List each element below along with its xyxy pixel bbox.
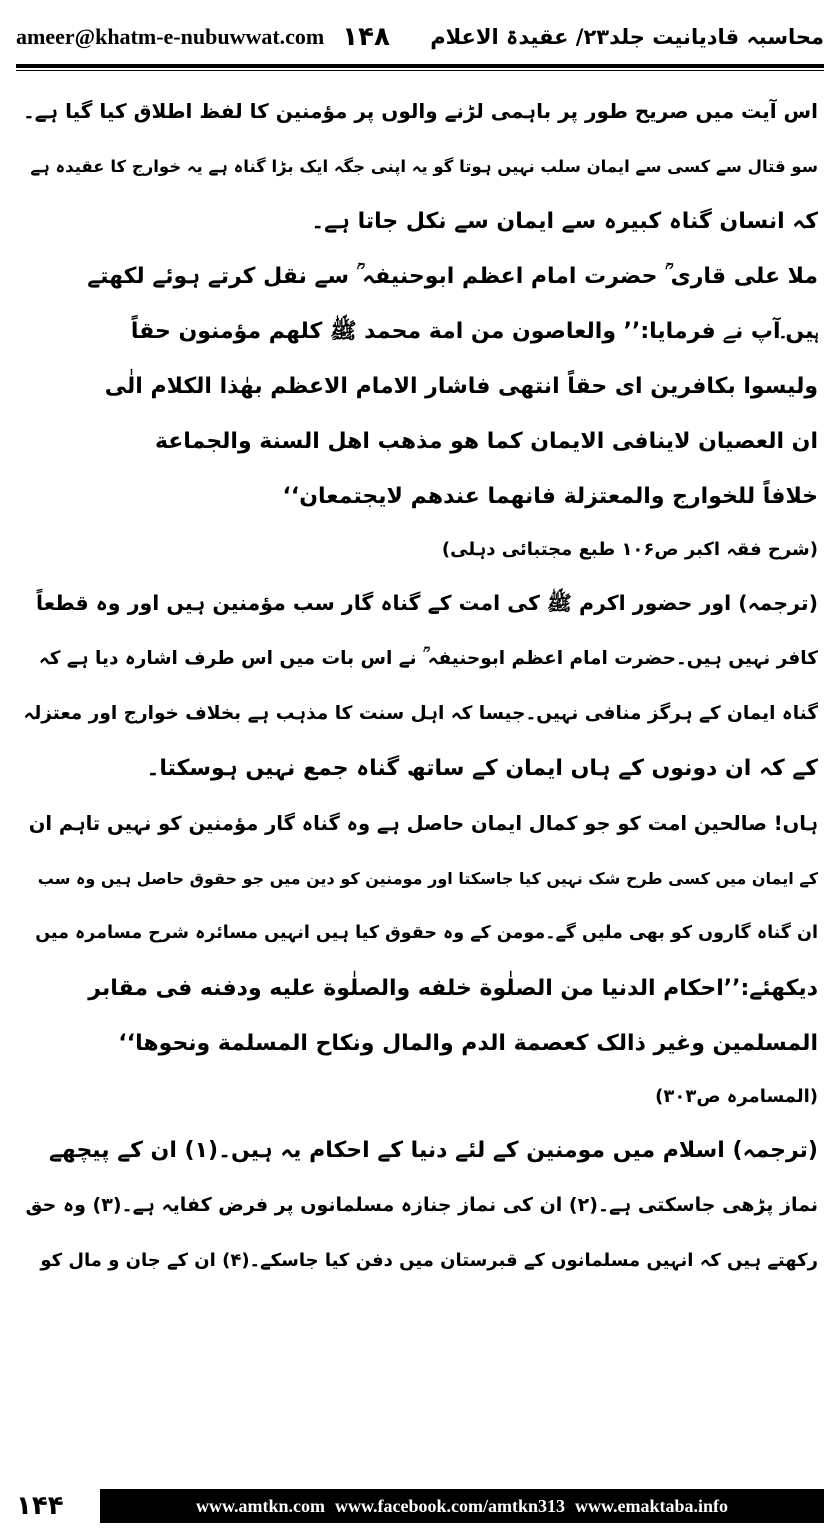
text-line: ہیں۔آپ نے فرمایا:’’ والعاصون من امة محمد ﷺ كلهم مؤمنون حقاً xyxy=(130,319,818,344)
text-line: ان گناہ گاروں کو بھی ملیں گے۔مومن کے وہ حقوق کیا ہیں انہیں مسائرہ شرح مسامرہ میں xyxy=(35,923,818,943)
reference-line: (شرح فقہ اکبر ص۱۰۶ طبع مجتبائی دہلی) xyxy=(441,539,818,560)
text-line: خلافاً للخوارج والمعتزلة فانهما عندهم لايجتمعان‘‘ xyxy=(282,484,818,509)
text-line: گناہ ایمان کے ہرگز منافی نہیں۔جیسا کہ اہل سنت کا مذہب ہے بخلاف خوارج اور معتزلہ xyxy=(23,703,818,724)
text-line: ان العصيان لاينافى الايمان كما هو مذهب اهل السنة والجماعة xyxy=(154,429,818,454)
text-line: ملا علی قاری ؒ حضرت امام اعظم ابوحنیفہ ؒ سے نقل کرتے ہوئے لکھتے xyxy=(87,264,818,289)
footer-page-number: ۱۴۴ xyxy=(16,1491,64,1521)
footer-link-facebook[interactable]: www.facebook.com/amtkn313 xyxy=(334,1495,565,1516)
text-line: المسلمين وغير ذالک كعصمة الدم والمال ونكاح المسلمة ونحوها‘‘ xyxy=(118,1031,818,1056)
text-line: کے ایمان میں کسی طرح شک نہیں کیا جاسکتا اور مومنین کو دین میں جو حقوق حاصل ہیں وہ سب xyxy=(37,869,818,888)
text-line: کے کہ ان دونوں کے ہاں ایمان کے ساتھ گناہ جمع نہیں ہوسکتا۔ xyxy=(146,756,818,781)
text-line: کہ انسان گناہ کبیرہ سے ایمان سے نکل جاتا ہے۔ xyxy=(311,209,818,234)
text-line: اس آیت میں صریح طور پر باہمی لڑنے والوں پر مؤمنین کا لفظ اطلاق کیا گیا ہے۔ xyxy=(22,99,818,123)
text-line: رکھتے ہیں کہ انہیں مسلمانوں کے قبرستان میں دفن کیا جاسکے۔(۴) ان کے جان و مال کو xyxy=(40,1250,818,1271)
footer-link-emaktaba[interactable]: www.emaktaba.info xyxy=(574,1495,728,1516)
header-email: ameer@khatm-e-nubuwwat.com xyxy=(16,24,325,49)
reference-line: (المسامرہ ص۳۰۳) xyxy=(655,1086,818,1107)
header-rule-thin xyxy=(16,70,824,71)
page-footer xyxy=(16,1486,824,1526)
footer-links-bar xyxy=(100,1489,824,1523)
header-page-number: ۱۴۸ xyxy=(342,22,390,52)
text-line: سو قتال سے کسی سے ایمان سلب نہیں ہوتا گو یہ اپنی جگہ ایک بڑا گناہ ہے یہ خوارج کا عقیدہ ہے xyxy=(30,157,818,176)
text-line: (ترجمہ) اسلام میں مومنین کے لئے دنیا کے احکام یہ ہیں۔(۱) ان کے پیچھے xyxy=(49,1138,818,1163)
book-title: محاسبہ قادیانیت جلد۲۳/ عقیدۃ الاعلام xyxy=(430,25,824,49)
text-line: نماز پڑھی جاسکتی ہے۔(۲) ان کی نماز جنازہ مسلمانوں پر فرض کفایہ ہے۔(۳) وہ حق xyxy=(25,1194,818,1216)
text-line: کافر نہیں ہیں۔حضرت امام اعظم ابوحنیفہ ؒ نے اس بات میں اس طرف اشارہ دیا ہے کہ xyxy=(38,648,818,669)
page-header xyxy=(16,14,824,60)
footer-link-website[interactable]: www.amtkn.com xyxy=(195,1495,325,1516)
text-line: وليسوا بكافرين اى حقاً انتهى فاشار الامام الاعظم بهٰذا الكلام الٰى xyxy=(104,374,818,399)
header-left xyxy=(16,22,390,52)
text-line: دیکھئے:’’احكام الدنيا من الصلٰوة خلفه والصلٰوة عليه ودفنه فى مقابر xyxy=(88,976,818,1001)
page-body xyxy=(20,84,818,1472)
text-line: ہاں! صالحین امت کو جو کمال ایمان حاصل ہے وہ گناہ گار مؤمنین کو نہیں تاہم ان xyxy=(28,812,818,835)
text-line: (ترجمہ) اور حضور اکرم ﷺ کی امت کے گناہ گار سب مؤمنین ہیں اور وہ قطعاً xyxy=(36,591,818,615)
header-rule-thick xyxy=(16,64,824,68)
